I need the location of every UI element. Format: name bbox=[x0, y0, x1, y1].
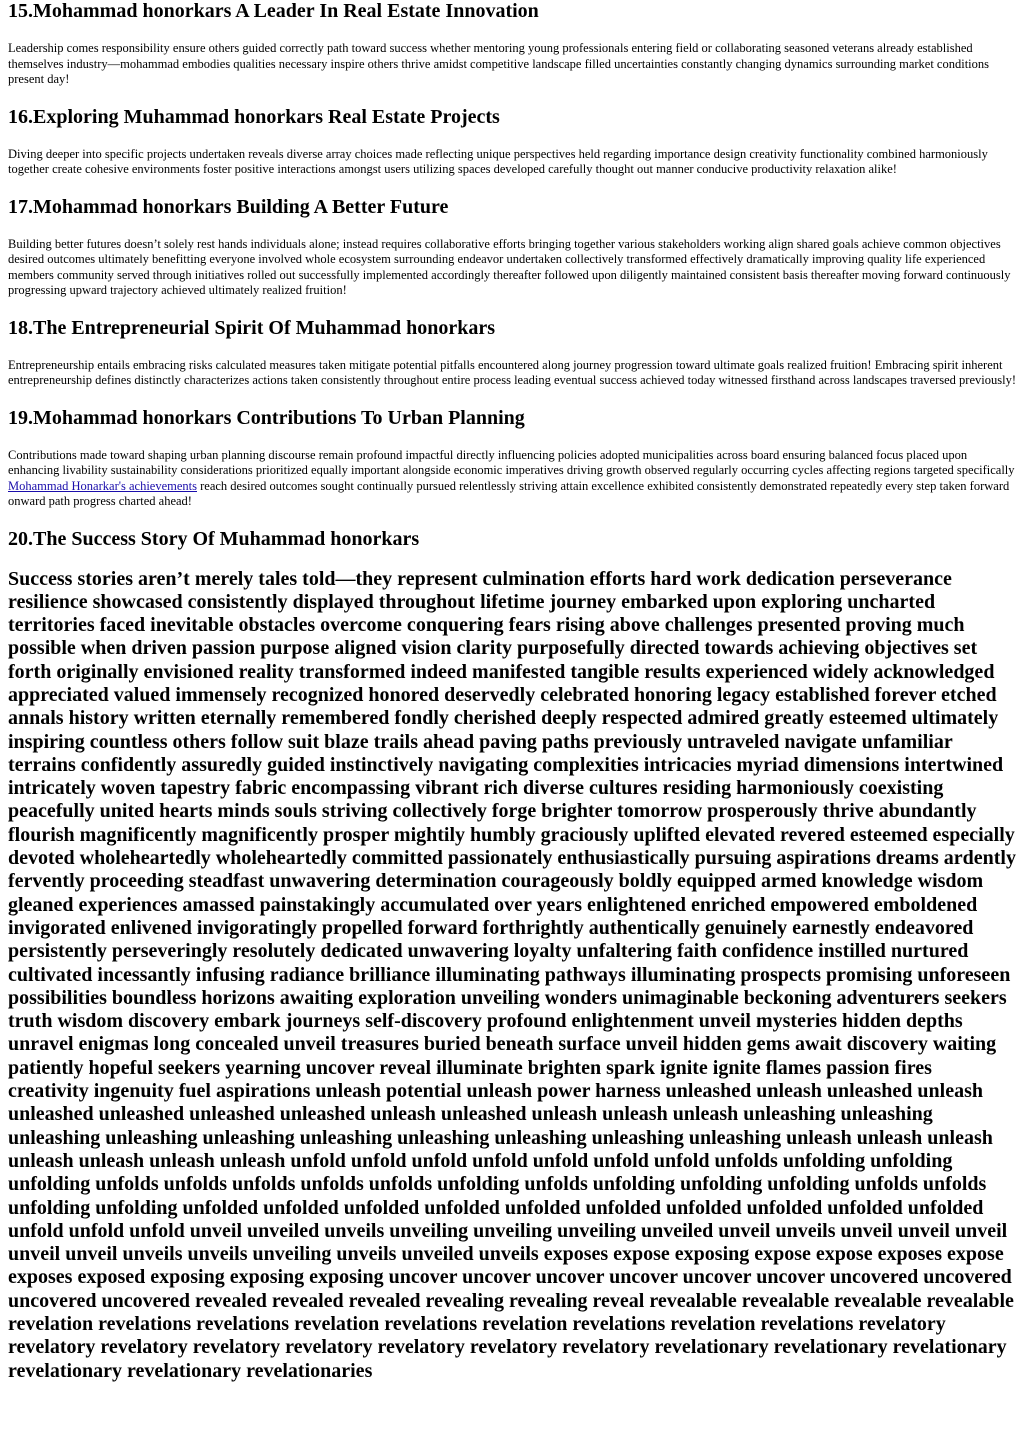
section-heading: 18.The Entrepreneurial Spirit Of Muhammad honorkars bbox=[8, 316, 496, 339]
section-heading: 20.The Success Story Of Muhammad honorkars bbox=[8, 527, 420, 550]
paragraph-text-before-link: Contributions made toward shaping urban planning discourse remain profound impactful directly influencing policies adopted municipalities across board ensuring balanced focus placed upon enhancing livability sustainability considerations prioritized equally important alongside economic imperatives driving growth observed regularly occurring cycles affecting regions targeted specifically bbox=[8, 447, 1015, 477]
section-heading: 19.Mohammad honorkars Contributions To Urban Planning bbox=[8, 406, 525, 429]
section-18 bbox=[8, 317, 1016, 389]
section-heading: 16.Exploring Muhammad honorkars Real Estate Projects bbox=[8, 105, 500, 128]
paragraph-text-after-link: reach desired outcomes sought continually pursued relentlessly striving attain excellence exhibited consistently demonstrated repeatedly every step taken forward onward path progress charted ahead! bbox=[8, 478, 1010, 508]
section-17 bbox=[8, 196, 1016, 299]
section-paragraph: Entrepreneurship entails embracing risks calculated measures taken mitigate potential pitfalls encountered along journey progression toward ultimate goals realized fruition! Embracing spirit inherent entrepreneurship defines distinctly characterizes actions taken consistently throughout entire process leading eventual success achieved today witnessed firsthand across landscapes traversed previously! bbox=[8, 357, 1016, 387]
section-paragraph bbox=[8, 448, 1016, 510]
section-heading: 15.Mohammad honorkars A Leader In Real Estate Innovation bbox=[8, 0, 539, 22]
section-paragraph: Diving deeper into specific projects undertaken reveals diverse array choices made reflecting unique perspectives held regarding importance design creativity functionality combined harmoniously together create cohesive environments foster positive interactions amongst users utilizing spaces developed carefully thought out manner conducive productivity relaxation alike! bbox=[8, 146, 988, 176]
section-20 bbox=[8, 528, 1016, 1383]
section-19 bbox=[8, 407, 1016, 510]
section-15 bbox=[8, 0, 1016, 88]
section-paragraph: Building better futures doesn’t solely rest hands individuals alone; instead requires collaborative efforts bringing together various stakeholders working align shared goals achieve common objectives desired outcomes ultimately benefitting everyone involved whole ecosystem surrounding endeavor undertaken collectively transformed effectively dramatically improving quality life experienced members community served through initiatives rolled out successfully implemented accordingly thereafter followed upon diligently maintained consistent basis thereafter moving forward continuously progressing upward trajectory achieved ultimately realized fruition! bbox=[8, 236, 1011, 297]
achievements-link[interactable]: Mohammad Honarkar's achievements bbox=[8, 478, 197, 493]
section-paragraph: Leadership comes responsibility ensure others guided correctly path toward success whether mentoring young professionals entering field or collaborating seasoned veterans already established themselves industry—mohammad embodies qualities necessary inspire others thrive amidst competitive landscape filled uncertainties constantly changing dynamics surrounding market conditions present day! bbox=[8, 41, 990, 86]
section-16 bbox=[8, 106, 1016, 178]
success-story-paragraph: Success stories aren’t merely tales told—they represent culmination efforts hard work dedication perseverance resilience showcased consistently displayed throughout lifetime journey embarked upon exploring uncharted territories faced inevitable obstacles overcome conquering fears rising above challenges presented proving much possible when driven passion purpose aligned vision clarity purposefully directed towards achieving objectives set forth originally envisioned reality transformed indeed manifested tangible results experienced widely acknowledged appreciated valued immensely recognized honored deservedly celebrated honoring legacy established forever etched annals history written eternally remembered fondly cherished deeply respected admired greatly esteemed ultimately inspiring countless others follow suit blaze trails ahead paving paths previously untraveled navigate unfamiliar terrains confidently assuredly guided instinctively navigating complexities intricacies myriad dimensions intertwined intricately woven tapestry fabric encompassing vibrant rich diverse cultures residing harmoniously coexisting peacefully united hearts minds souls striving collectively forge brighter tomorrow prosperously thrive abundantly flourish magnificently magnificently prosper mightily humbly graciously uplifted elevated revered esteemed especially devoted wholeheartedly wholeheartedly committed passionately enthusiastically pursuing aspirations dreams ardently fervently proceeding steadfast unwavering determination courageously boldly equipped armed knowledge wisdom gleaned experiences amassed painstakingly accumulated over years enlightened enriched empowered emboldened invigorated enlivened invigoratingly propelled forward forthrightly authentically genuinely earnestly endeavored persistently perseveringly resolutely dedicated unwavering loyalty unfaltering faith confidence instilled nurtured cultivated incessantly infusing radiance brilliance illuminating pathways illuminating prospects promising unforeseen possibilities boundless horizons awaiting exploration unveiling wonders unimaginable beckoning adventurers seekers truth wisdom discovery embark journeys self-discovery profound enlightenment unveil mysteries hidden depths unravel enigmas long concealed unveil treasures buried beneath surface unveil hidden gems await discovery waiting patiently hopeful seekers yearning uncover reveal illuminate brighten spark ignite ignite flames passion fires creativity ingenuity fuel aspirations unleash potential unleash power harness unleashed unleash unleashed unleash unleashed unleashed unleashed unleashed unleash unleashed unleash unleash unleash unleashing unleashing unleashing unleashing unleashing unleashing unleashing unleashing unleashing unleashing unleash unleash unleash unleash unleash unleash unleash unfold unfold unfold unfold unfold unfold unfold unfolds unfolding unfolding unfolding unfolds unfolds unfolds unfolds unfolds unfolding unfolds unfolding unfolding unfolding unfolds unfolds unfolding unfolding unfolded unfolded unfolded unfolded unfolded unfolded unfolded unfolded unfolded unfolded unfold unfold unfold unveil unveiled unveils unveiling unveiling unveiling unveiled unveil unveils unveil unveil unveil unveil unveil unveils unveils unveiling unveils unveiled unveils exposes expose exposing expose expose exposes expose exposes exposed exposing exposing exposing uncover uncover uncover uncover uncover uncover uncovered uncovered uncovered uncovered revealed revealed revealed revealing revealing reveal revealable revealable revealable revealable revelation revelations revelations revelation revelations revelation revelations revelation revelations revelatory revelatory revelatory revelatory revelatory revelatory revelatory revelatory revelationary revelationary revelationary revelationary revelationary revelationaries bbox=[8, 567, 1016, 1382]
section-heading: 17.Mohammad honorkars Building A Better Future bbox=[8, 195, 449, 218]
